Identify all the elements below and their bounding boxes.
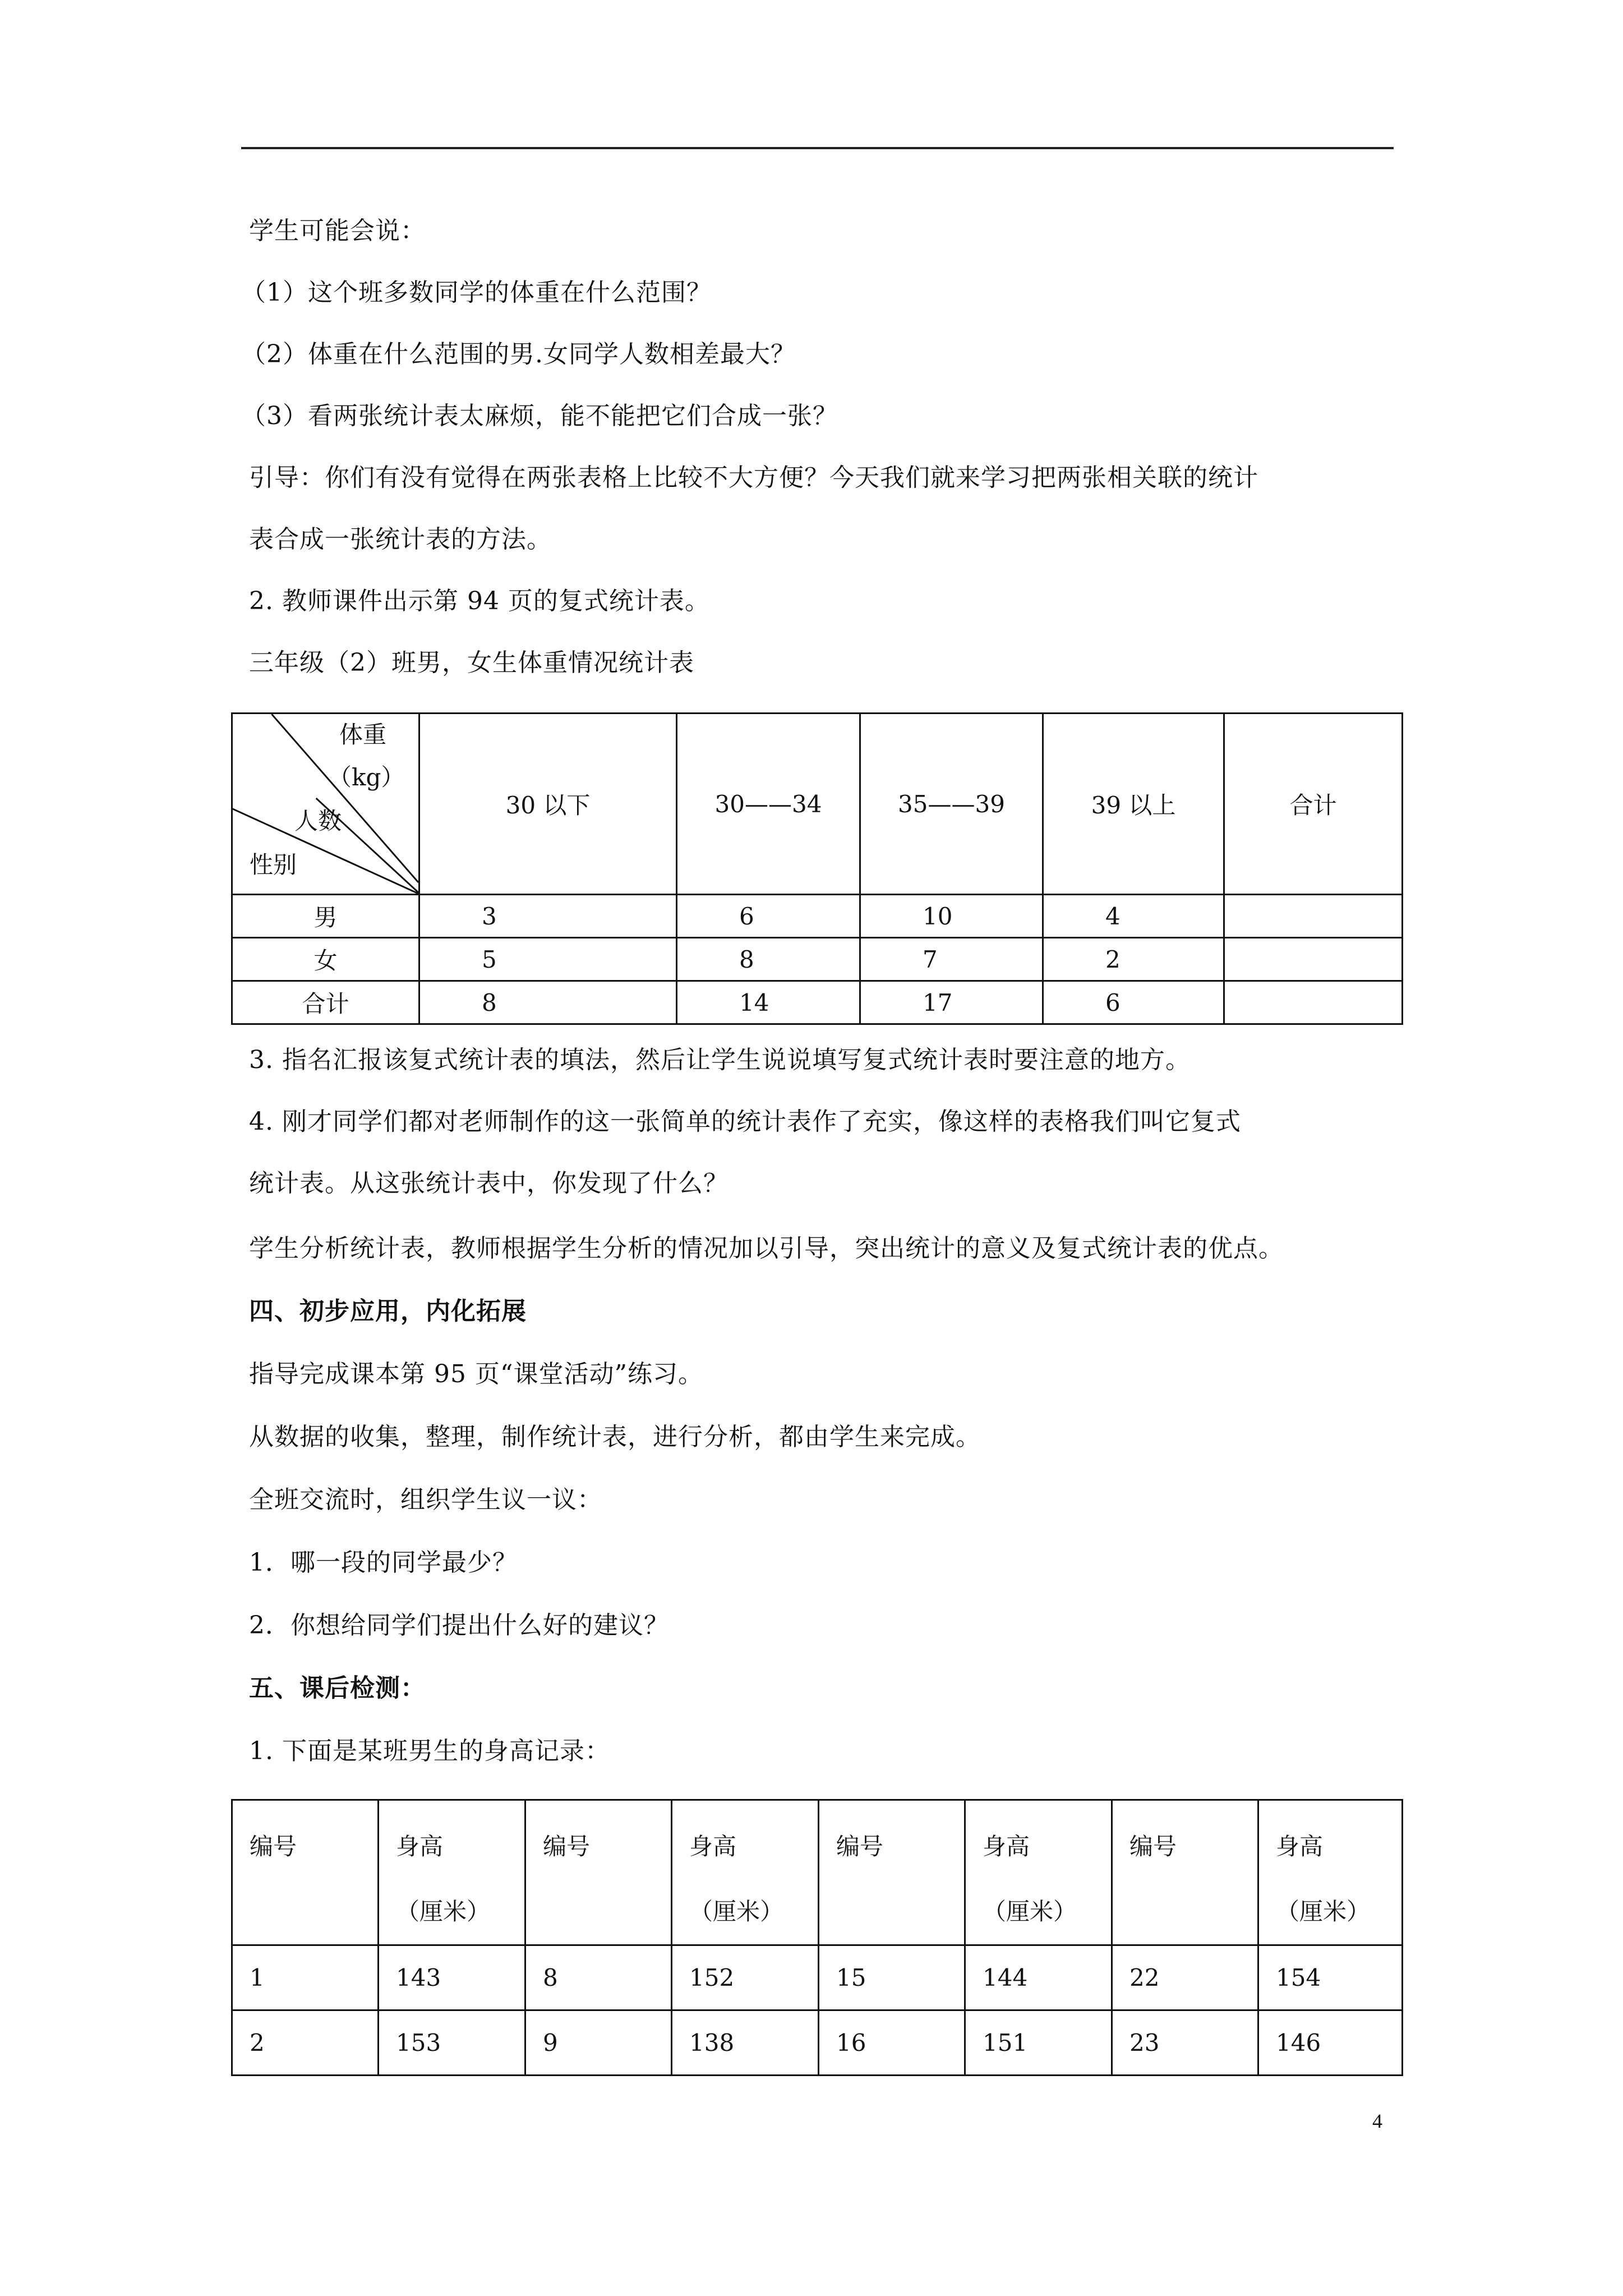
table-row <box>232 938 1403 981</box>
table-cell: 146 <box>1258 2010 1403 2076</box>
paragraph: 表合成一张统计表的方法。 <box>249 525 552 554</box>
table-cell: 6 <box>677 895 860 938</box>
table-cell: 22 <box>1112 1945 1258 2010</box>
table-cell: 2 <box>1043 938 1224 981</box>
paragraph: 学生分析统计表，教师根据学生分析的情况加以引导，突出统计的意义及复式统计表的优点。 <box>249 1234 1284 1263</box>
table-cell: 8 <box>419 981 677 1024</box>
table-row <box>232 2010 1403 2076</box>
table-corner-cell <box>232 714 419 895</box>
row-label: 男 <box>232 895 419 938</box>
paragraph: （2）体重在什么范围的男.女同学人数相差最大？ <box>241 340 796 369</box>
section-heading: 五、课后检测： <box>249 1674 426 1703</box>
corner-count-label: 人数 <box>294 807 342 835</box>
table-cell: 1 <box>232 1945 379 2010</box>
table-cell: 17 <box>860 981 1043 1024</box>
table-cell <box>1224 895 1403 938</box>
paragraph: 全班交流时，组织学生议一议： <box>249 1485 602 1514</box>
table-caption: 三年级（2）班男，女生体重情况统计表 <box>249 648 694 677</box>
paragraph: 2．你想给同学们提出什么好的建议？ <box>249 1611 669 1640</box>
paragraph: （3）看两张统计表太麻烦，能不能把它们合成一张？ <box>241 402 838 430</box>
table-cell: 5 <box>419 938 677 981</box>
corner-unit-label: （kg） <box>328 763 405 791</box>
table-cell: 138 <box>672 2010 819 2076</box>
paragraph: 1. 下面是某班男生的身高记录： <box>249 1737 610 1765</box>
column-header: 身高 （厘米） <box>1258 1800 1403 1945</box>
table-cell: 7 <box>860 938 1043 981</box>
column-header: 编号 <box>525 1800 672 1945</box>
column-header: 编号 <box>1112 1800 1258 1945</box>
column-header: 合计 <box>1224 714 1403 895</box>
table-cell: 15 <box>819 1945 965 2010</box>
paragraph: 3. 指名汇报该复式统计表的填法，然后让学生说说填写复式统计表时要注意的地方。 <box>249 1046 1191 1074</box>
table-cell: 4 <box>1043 895 1224 938</box>
height-record-table <box>231 1799 1403 2076</box>
table-cell <box>1224 981 1403 1024</box>
section-heading: 四、初步应用，内化拓展 <box>249 1297 527 1326</box>
table-row <box>232 981 1403 1024</box>
table-cell: 9 <box>525 2010 672 2076</box>
page-number: 4 <box>1372 2110 1382 2132</box>
row-label: 合计 <box>232 981 419 1024</box>
paragraph: 引导：你们有没有觉得在两张表格上比较不大方便？今天我们就来学习把两张相关联的统计 <box>249 463 1258 492</box>
paragraph: 统计表。从这张统计表中，你发现了什么？ <box>249 1169 728 1198</box>
paragraph: 1．哪一段的同学最少？ <box>249 1548 518 1577</box>
paragraph: 学生可能会说： <box>249 217 426 245</box>
paragraph: 从数据的收集，整理，制作统计表，进行分析，都由学生来完成。 <box>249 1423 981 1451</box>
table-cell: 151 <box>965 2010 1112 2076</box>
row-label: 女 <box>232 938 419 981</box>
column-header: 身高 （厘米） <box>672 1800 819 1945</box>
table-cell <box>1224 938 1403 981</box>
table-cell: 152 <box>672 1945 819 2010</box>
table-cell: 6 <box>1043 981 1224 1024</box>
table-cell: 14 <box>677 981 860 1024</box>
header-rule <box>241 147 1394 149</box>
column-header: 30 以下 <box>419 714 677 895</box>
table-cell: 2 <box>232 2010 379 2076</box>
paragraph: （1）这个班多数同学的体重在什么范围？ <box>241 278 712 307</box>
column-header: 编号 <box>819 1800 965 1945</box>
column-header: 编号 <box>232 1800 379 1945</box>
paragraph: 指导完成课本第 95 页“课堂活动”练习。 <box>249 1360 703 1388</box>
column-header: 30——34 <box>677 714 860 895</box>
table-header-row <box>232 1800 1403 1945</box>
table-cell: 3 <box>419 895 677 938</box>
corner-weight-label: 体重 <box>339 721 387 748</box>
column-header: 39 以上 <box>1043 714 1224 895</box>
table-cell: 144 <box>965 1945 1112 2010</box>
table-cell: 143 <box>379 1945 525 2010</box>
weight-stats-table <box>231 712 1403 1025</box>
table-cell: 8 <box>677 938 860 981</box>
column-header: 35——39 <box>860 714 1043 895</box>
table-row <box>232 895 1403 938</box>
paragraph: 4. 刚才同学们都对老师制作的这一张简单的统计表作了充实，像这样的表格我们叫它复式 <box>249 1107 1241 1136</box>
column-header: 身高 （厘米） <box>379 1800 525 1945</box>
paragraph: 2. 教师课件出示第 94 页的复式统计表。 <box>249 587 710 615</box>
table-cell: 154 <box>1258 1945 1403 2010</box>
table-cell: 153 <box>379 2010 525 2076</box>
table-row <box>232 1945 1403 2010</box>
table-cell: 8 <box>525 1945 672 2010</box>
table-cell: 23 <box>1112 2010 1258 2076</box>
column-header: 身高 （厘米） <box>965 1800 1112 1945</box>
corner-gender-label: 性别 <box>250 851 297 878</box>
table-cell: 10 <box>860 895 1043 938</box>
table-cell: 16 <box>819 2010 965 2076</box>
